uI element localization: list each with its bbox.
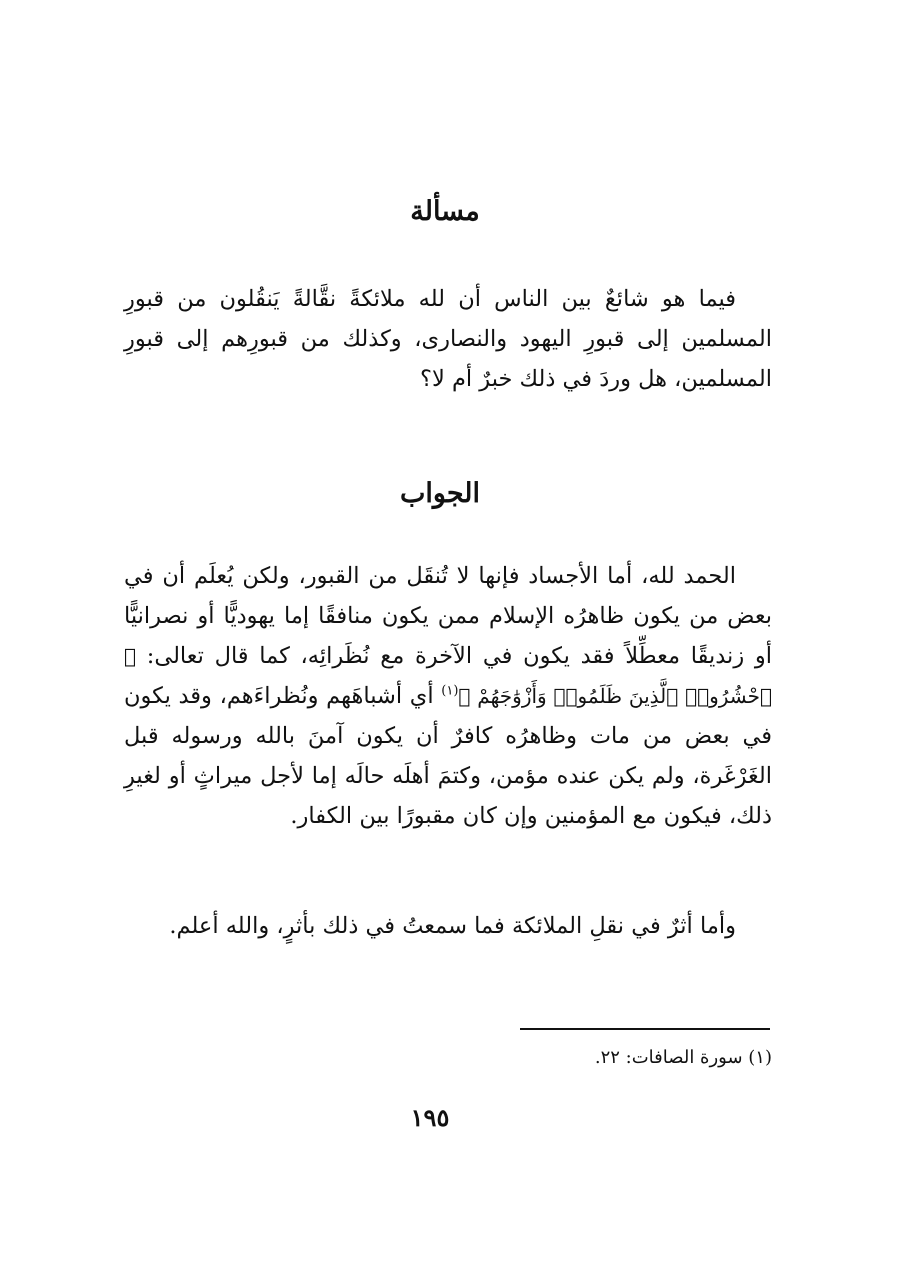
answer-heading: الجواب	[399, 478, 481, 509]
footnote: (١) سورة الصافات: ٢٢.	[594, 1047, 772, 1068]
quran-verse: ﴿ ٱحْشُرُوا۟ ٱلَّذِينَ ظَلَمُوا۟ وَأَزْوَٰجَهُمْ ﴾	[124, 644, 772, 708]
question-paragraph	[124, 279, 772, 399]
answer-paragraph	[124, 556, 772, 836]
answer-text-after-ayah: أي أشباهَهم ونُظراءَهم، وقد يكون في بعض من مات وظاهرُه كافرٌ أن يكون آمنَ بالله ورسوله قبل الغَرْغَرة، ولم يكن عنده مؤمن، وكتمَ أهلَه حالَه إما لأجل ميراثٍ أو لغيرِ ذلك، فيكون مع المؤمنين وإن كان مقبورًا بين الكفار.	[124, 683, 772, 829]
closing-text: وأما أثرٌ في نقلِ الملائكة فما سمعتُ في ذلك بأثرٍ، والله أعلم.	[169, 913, 736, 939]
footnote-marker: (١)	[441, 683, 459, 699]
footnote-divider	[520, 1028, 770, 1030]
page-number: ١٩٥	[410, 1103, 450, 1132]
question-text: فيما هو شائعٌ بين الناس أن لله ملائكةً نقَّالةً يَنقُلون من قبورِ المسلمين إلى قبورِ اليهود والنصارى، وكذلك من قبورِهم إلى قبورِ المسلمين، هل وردَ في ذلك خبرٌ أم لا؟	[124, 286, 772, 392]
question-heading: مسألة	[410, 196, 480, 227]
closing-paragraph	[124, 906, 772, 946]
answer-text-before-ayah: الحمد لله، أما الأجساد فإنها لا تُنقَل من القبور، ولكن يُعلَم أن في بعض من يكون ظاهرُه الإسلام ممن يكون منافقًا إما يهوديًّا أو نصرانيًّا أو زنديقًا معطِّلاً فقد يكون في الآخرة مع نُظَرائِه، كما قال تعالى:	[124, 563, 773, 669]
